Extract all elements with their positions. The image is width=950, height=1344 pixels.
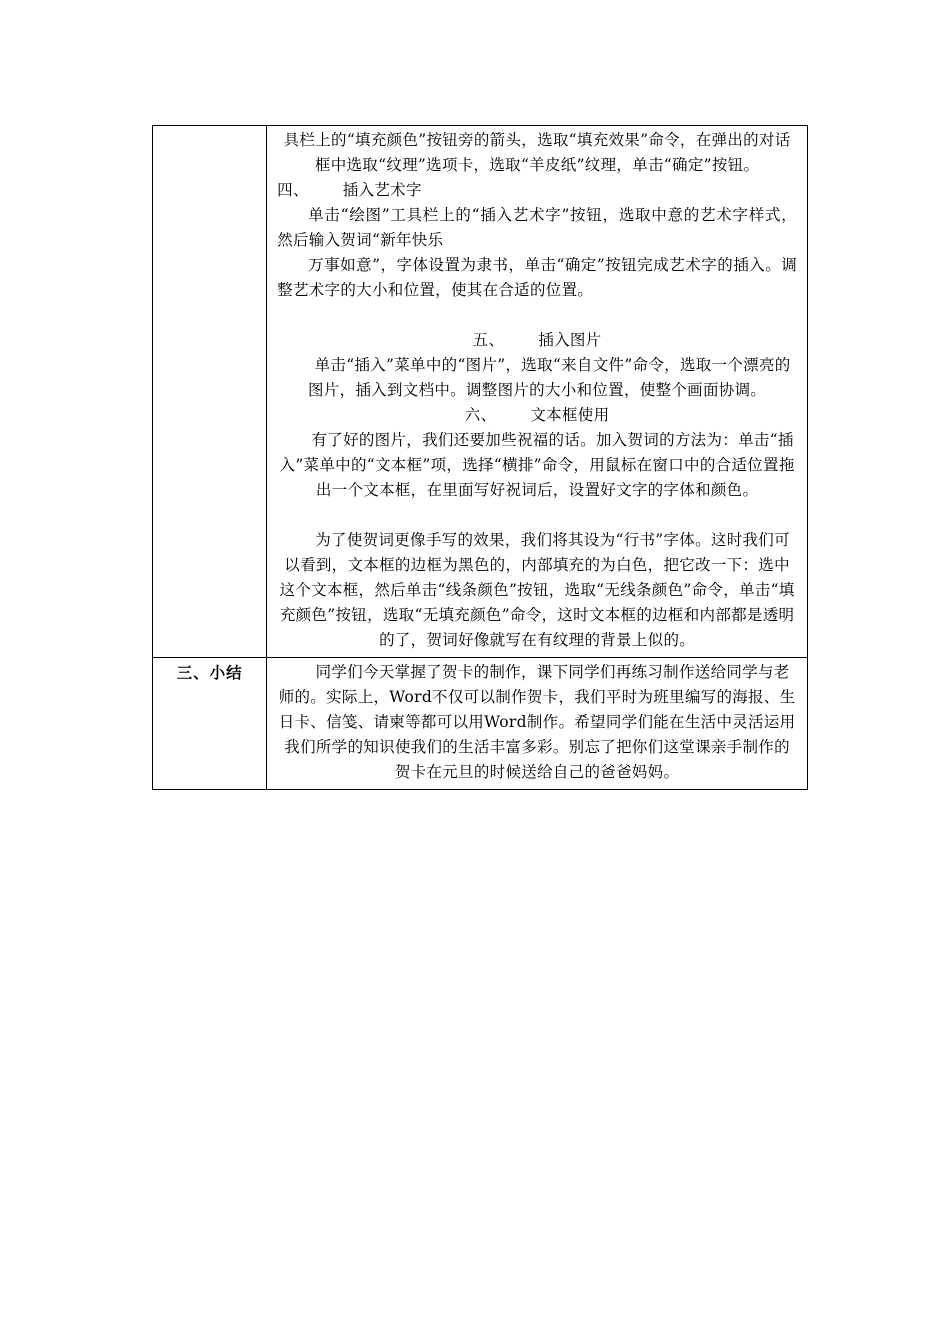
heading-textbox xyxy=(277,403,797,428)
left-cell-empty xyxy=(153,126,267,658)
heading-number: 五、 xyxy=(472,331,505,349)
heading-title: 插入图片 xyxy=(538,331,602,349)
paragraph-wordart-2: 万事如意”，字体设置为隶书，单击“确定”按钮完成艺术字的插入。调整艺术字的大小和位置，使其在合适的位置。 xyxy=(277,256,797,299)
paragraph-insert-picture: 单击“插入”菜单中的“图片”，选取“来自文件”命令，选取一个漂亮的图片，插入到文档中。调整图片的大小和位置，使整个画面协调。 xyxy=(307,356,791,399)
table-row xyxy=(153,126,808,658)
steps-cell xyxy=(267,126,808,658)
blank-line xyxy=(277,503,797,528)
heading-insert-picture xyxy=(277,328,797,353)
paragraph-wordart-1: 单击“绘图”工具栏上的“插入艺术字”按钮，选取中意的艺术字样式，然后输入贺词“新年快乐 xyxy=(277,206,797,249)
summary-text-cell xyxy=(267,658,808,790)
paragraph-textbox: 有了好的图片，我们还要加些祝福的话。加入贺词的方法为：单击“插入”菜单中的“文本框”项，选择“横排”命令，用鼠标在窗口中的合适位置拖出一个文本框，在里面写好祝词后，设置好文字的字体和颜色。 xyxy=(279,431,795,499)
lesson-plan-table xyxy=(152,125,808,790)
summary-paragraph: 同学们今天掌握了贺卡的制作，课下同学们再练习制作送给同学与老师的。实际上，Word不仅可以制作贺卡，我们平时为班里编写的海报、生日卡、信笺、请柬等都可以用Word制作。希望同学们能在生活中灵活运用我们所学的知识使我们的生活丰富多彩。别忘了把你们这堂课亲手制作的贺卡在元旦的时候送给自己的爸爸妈妈。 xyxy=(278,663,796,781)
paragraph-fill-texture: 具栏上的“填充颜色”按钮旁的箭头，选取“填充效果”命令，在弹出的对话框中选取“纹理”选项卡，选取“羊皮纸”纹理，单击“确定”按钮。 xyxy=(283,131,791,174)
summary-label-cell xyxy=(153,658,267,790)
heading-title: 插入艺术字 xyxy=(342,181,422,199)
paragraph-handwriting: 为了使贺词更像手写的效果，我们将其设为“行书”字体。这时我们可以看到，文本框的边框为黑色的，内部填充的为白色，把它改一下：选中这个文本框，然后单击“线条颜色”按钮，选取“无线条颜色”命令，单击“填充颜色”按钮，选取“无填充颜色”命令，这时文本框的边框和内部都是透明的了，贺词好像就写在有纹理的背景上似的。 xyxy=(279,531,795,649)
section-label: 三、小结 xyxy=(176,664,243,682)
heading-insert-wordart xyxy=(277,178,797,203)
heading-number: 六、 xyxy=(464,406,497,424)
table-row xyxy=(153,658,808,790)
heading-title: 文本框使用 xyxy=(530,406,610,424)
blank-line xyxy=(277,303,797,328)
heading-number: 四、 xyxy=(277,181,309,199)
